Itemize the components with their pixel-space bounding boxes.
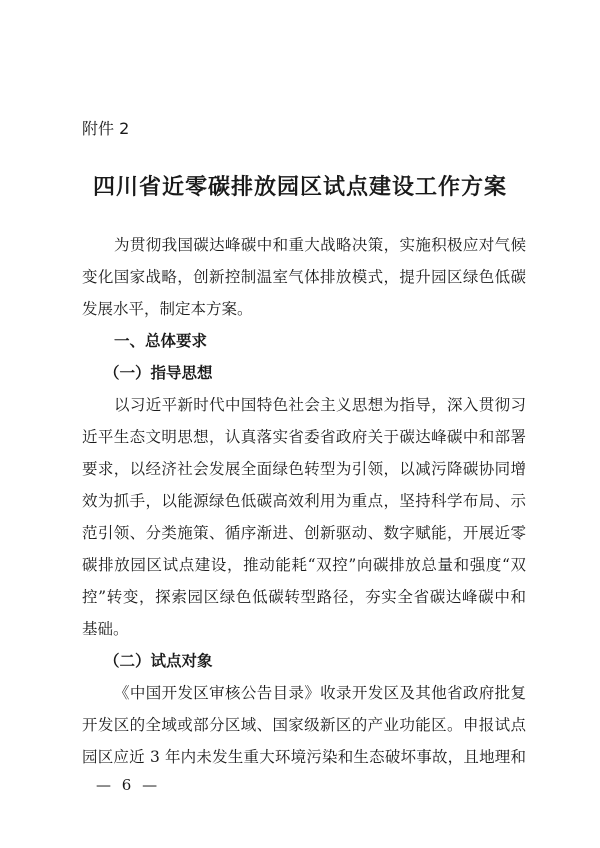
pilot-targets-paragraph: [82, 677, 526, 773]
subsection-heading: （二）试点对象: [104, 652, 213, 670]
text-line: 要求，以经济社会发展全面绿色转型为引领，以减污降碳协同增: [82, 460, 526, 478]
guiding-ideology-paragraph: [82, 389, 526, 645]
attachment-label: 附件 2: [82, 119, 130, 138]
text-line: 碳排放园区试点建设，推动能耗“双控”向碳排放总量和强度“双: [82, 556, 526, 574]
intro-paragraph: [82, 229, 526, 325]
text-line: 以习近平新时代中国特色社会主义思想为指导，深入贯彻习: [114, 396, 526, 414]
document-body: [82, 229, 526, 773]
text-line: 近平生态文明思想，认真落实省委省政府关于碳达峰碳中和部署: [82, 428, 526, 446]
text-line: 基础。: [82, 620, 129, 638]
text-line: 发展水平，制定本方案。: [82, 300, 253, 318]
text-line: 控”转变，探索园区绿色低碳转型路径，夯实全省碳达峰碳中和: [82, 588, 526, 606]
page-number: — 6 —: [96, 776, 161, 794]
section-heading: 一、总体要求: [114, 332, 208, 350]
text-line: 开发区的全域或部分区域、国家级新区的产业功能区。申报试点: [82, 716, 526, 734]
text-line: 范引领、分类施策、循序渐进、创新驱动、数字赋能，开展近零: [82, 524, 526, 542]
text-line: 园区应近 3 年内未发生重大环境污染和生态破坏事故，且地理和: [82, 748, 526, 766]
text-line: 变化国家战略，创新控制温室气体排放模式，提升园区绿色低碳: [82, 268, 526, 286]
document-title: 四川省近零碳排放园区试点建设工作方案: [92, 174, 507, 200]
text-line: 《中国开发区审核公告目录》收录开发区及其他省政府批复: [114, 684, 526, 702]
subsection-heading: （一）指导思想: [104, 364, 213, 382]
text-line: 为贯彻我国碳达峰碳中和重大战略决策，实施积极应对气候: [114, 236, 526, 254]
text-line: 效为抓手，以能源绿色低碳高效利用为重点，坚持科学布局、示: [82, 492, 526, 510]
